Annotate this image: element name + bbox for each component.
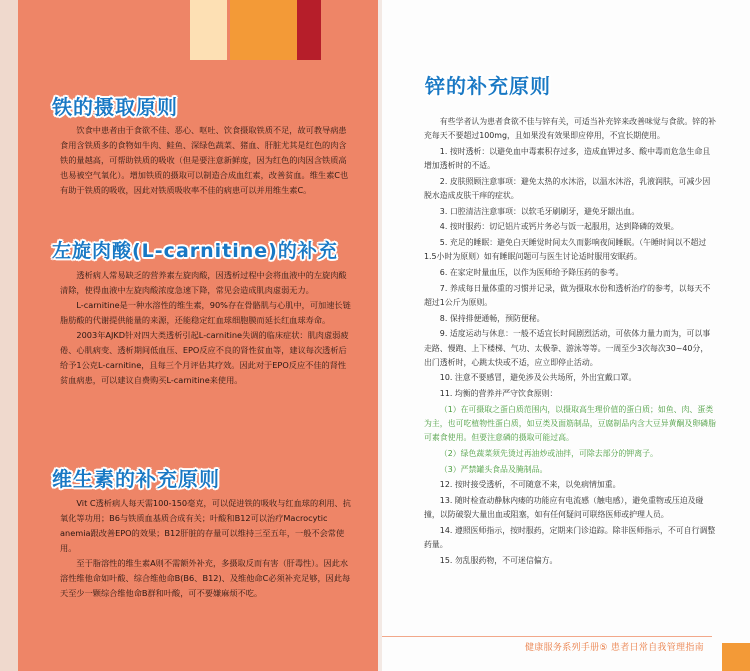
iron-paragraph: 饮食中患者由于食欲不佳、恶心、呕吐、饮食摄取铁质不足，故可教导病患食用含铁质多的食物如牛肉、鲑鱼、深绿色蔬菜、猪血、肝脏尤其是红色的肉含铁的量越高，可帮助铁质的吸收（但是要注意新鲜度，因为红色的肉因含铁质高也易被空气氧化）。增加铁质的摄取可以制造合成血红素，改善贫血。维生素C也有助于铁质的吸收，因此对铁质吸收率不佳的病患可以并用维生素C。 bbox=[60, 125, 349, 195]
vitamin-paragraph: 至于脂溶性的维生素A则不需额外补充，多摄取反而有害（肝毒性）。因此水溶性维他命如叶酸、综合维他命B(B6、B12)、及维他命C必须补充足够，因此每天至少一颗综合维他命B群和叶酸，可不要嫌麻烦不吃。 bbox=[60, 558, 351, 598]
zinc-paragraph: 5. 充足的睡眠：避免白天睡觉时间太久而影响夜间睡眠。（午睡时间以不超过1.5小时为原则）如有睡眠问题可与医生讨论适时服用安眠药。 bbox=[424, 238, 707, 262]
zinc-paragraph: 3. 口腔清洁注意事项：以软毛牙刷刷牙，避免牙龈出血。 bbox=[439, 206, 640, 216]
zinc-paragraph: 2. 皮肤照顾注意事项：避免太热的水沐浴，以温水沐浴，乳液润肤，可减少因脱水造成皮肤干痒的症状。 bbox=[424, 176, 711, 201]
carnitine-paragraph: L-carnitine是一种水溶性的维生素，90%存在骨骼肌与心肌中，可加速长链脂肪酸的代谢提供能量的来源，还能稳定红血球细胞膜而延长红血球寿命。 bbox=[60, 300, 351, 325]
zinc-paragraph-sub: （1）在可摄取之蛋白质范围内，以摄取高生理价值的蛋白质；如鱼、肉、蛋类为主，也可吃植物性蛋白质，如豆类及面筋制品，豆腐制品内含大豆异黄酮及卵磷脂可素食使用。但要注意磷的摄取可能过高。 bbox=[424, 404, 716, 443]
carnitine-heading: 左旋肉酸(L-carnitine)的补充 bbox=[52, 240, 338, 262]
carnitine-paragraph: 2003年AJKD针对四大类透析引起L-carnitine失调的临床症状：肌肉虚弱疲倦、心肌病变、透析期间低血压、EPO反应不良的肾性贫血等，建议每次透析后给予1公克L-carnitine，且每三个月评估其疗效。因此对于EPO反应不佳的肾性贫血病患，可以建议自费购买L-carnitine来使用。 bbox=[60, 330, 349, 385]
footer-caption: 健康服务系列手册⑤ 患者日常自我管理指南 bbox=[525, 643, 704, 653]
zinc-paragraph: 15. 勿乱服药物，不可迷信偏方。 bbox=[439, 555, 558, 565]
corner-accent-block bbox=[722, 643, 750, 671]
zinc-paragraph: 1. 按时透析：以避免血中毒素积存过多，造成血钾过多、酸中毒而危急生命且增加透析时的不适。 bbox=[424, 146, 711, 171]
zinc-paragraph: 8. 保持排便通畅，预防便秘。 bbox=[439, 313, 545, 323]
top-cream-bar bbox=[190, 0, 227, 60]
iron-body bbox=[60, 123, 352, 198]
carnitine-paragraph: 透析病人常易缺乏的营养素左旋肉酸，因透析过程中会将血液中的左旋肉酸清除，使得血液中左旋肉酸浓度急速下降，常见会造成肌肉虚弱无力。 bbox=[60, 270, 347, 295]
zinc-paragraph-sub: （3）严禁罐头食品及腌制品。 bbox=[439, 464, 548, 474]
zinc-heading: 锌的补充原则 bbox=[425, 74, 551, 98]
zinc-paragraph: 9. 适度运动与休息：一般不适宜长时间剧烈活动，可依体力量力而为，可以事走路、慢跑、上下楼梯、气功、太极拳、游泳等等。一周至少3次每次30~40分，出门透析时，心跳太快或不适，应立即停止活动。 bbox=[424, 329, 711, 367]
zinc-paragraph-sub: （2）绿色蔬菜须先烫过再油炒或油拌，可除去部分的钾离子。 bbox=[439, 448, 658, 458]
zinc-body bbox=[424, 115, 716, 570]
zinc-paragraph: 6. 在家定时量血压，以作为医师给予降压药的参考。 bbox=[439, 268, 624, 278]
carnitine-body bbox=[60, 268, 352, 388]
zinc-paragraph: 14. 遵照医师指示，按时服药，定期来门诊追踪。除非医师指示，不可自行调整药量。 bbox=[424, 525, 716, 550]
zinc-paragraph: 有些学者认为患者食欲不佳与锌有关，可适当补充锌来改善味觉与食欲。锌的补充每天不要超过100mg，且如果没有效果即应停用，不宜长期使用。 bbox=[424, 117, 716, 141]
zinc-paragraph: 11. 均衡的营养并严守饮食原则： bbox=[439, 389, 558, 399]
zinc-paragraph: 4. 按时服药：切记铝片或钙片务必与饭一起服用，达到降磷的效果。 bbox=[439, 222, 679, 232]
zinc-paragraph: 12. 按时接受透析，不可随意不来，以免病情加重。 bbox=[439, 480, 621, 490]
top-orange-bar bbox=[230, 0, 297, 60]
left-margin-stripe bbox=[0, 0, 18, 671]
iron-heading: 铁的摄取原则 bbox=[52, 95, 178, 119]
vitamin-paragraph: Vit C透析病人每天需100-150毫克，可以促进铁的吸收与红血球的利用、抗氧化等功用；B6与铁质血基质合成有关；叶酸和B12可以治疗Macrocytic anemia跟改善EPO的效果；B12肝脏的存量可以维持三至五年，一般不会常使用。 bbox=[60, 498, 351, 553]
zinc-paragraph: 10. 注意不要感冒，避免涉及公共场所，外出宜戴口罩。 bbox=[439, 373, 637, 383]
vitamin-heading: 维生素的补充原则 bbox=[52, 467, 220, 491]
vitamin-body bbox=[60, 496, 352, 601]
top-red-bar bbox=[297, 0, 321, 60]
footer-divider bbox=[382, 636, 712, 637]
zinc-paragraph: 7. 养成每日量体重的习惯并记录，做为摄取水份和透析治疗的参考，以每天不超过1公斤为原则。 bbox=[424, 283, 711, 307]
zinc-paragraph: 13. 随时检查动静脉内瘘的功能应有电流感（触电感），避免重物或压迫及碰撞，以防破裂大量出血或阻塞，如有任何疑问可联络医师或护理人员。 bbox=[424, 496, 704, 520]
